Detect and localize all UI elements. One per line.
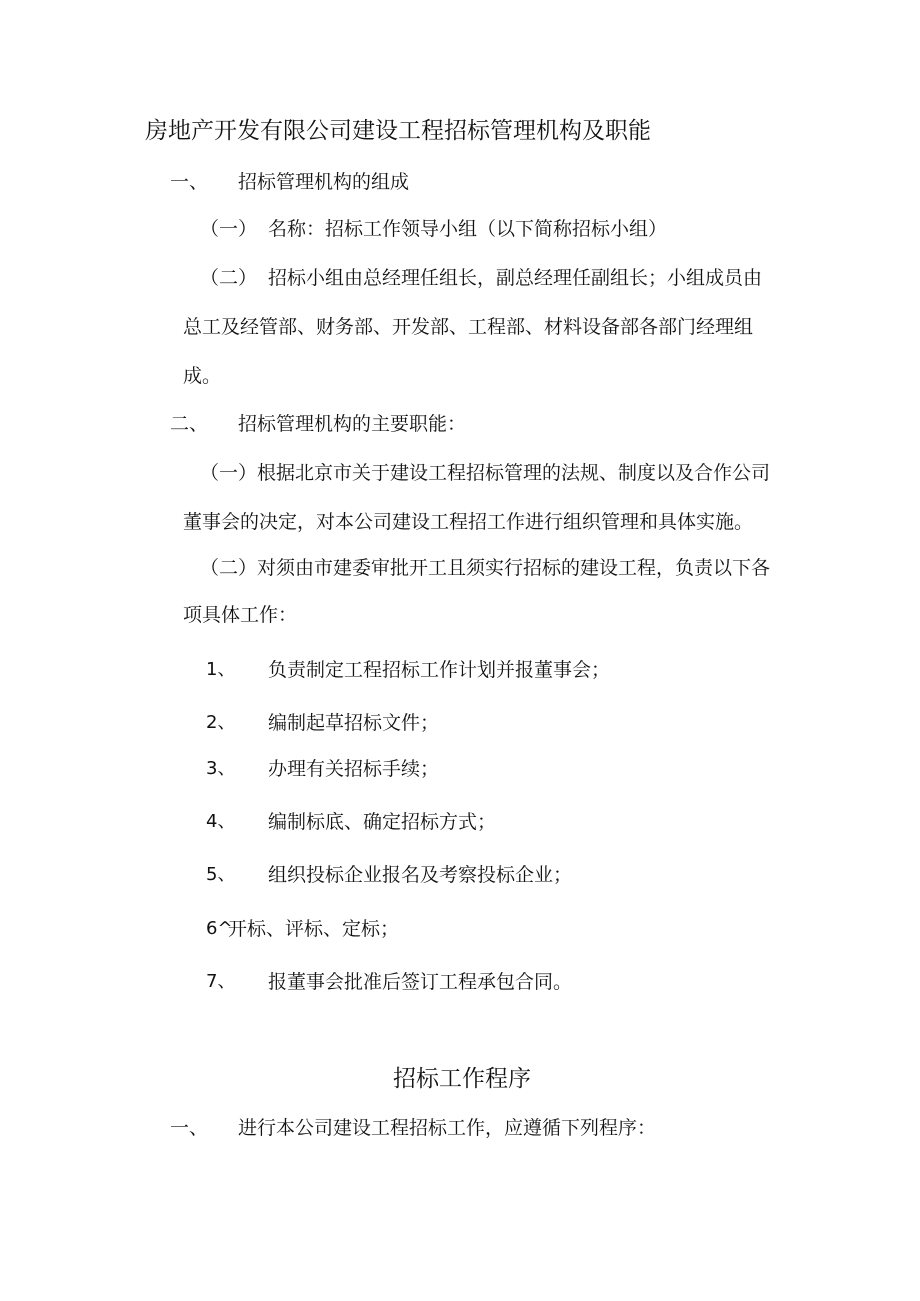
task-text: 组织投标企业报名及考察投标企业； <box>268 864 573 886</box>
task-number: 3、 <box>206 758 236 779</box>
section2-marker: 二、 <box>170 413 209 435</box>
section2-para1-line2: 董事会的决定，对本公司建设工程招工作进行组织管理和具体实施。 <box>183 511 754 533</box>
task-text: 编制标底、确定招标方式； <box>268 811 497 833</box>
task-text: 编制起草招标文件； <box>268 712 440 734</box>
section2-para2-line2: 项具体工作： <box>183 604 298 626</box>
task-text: 开标、评标、定标； <box>228 918 400 940</box>
section2-para1-line1: （一）根据北京市关于建设工程招标管理的法规、制度以及合作公司 <box>200 462 771 484</box>
task-text: 报董事会批准后签订工程承包合同。 <box>268 971 573 993</box>
section1-item1-text: 名称：招标工作领导小组（以下简称招标小组） <box>268 218 668 240</box>
section1-item2-line1: 招标小组由总经理任组长，副总经理任副组长；小组成员由 <box>268 267 763 289</box>
section1-item1-marker: （一） <box>200 218 258 240</box>
section1-item2-line2: 总工及经管部、财务部、开发部、工程部、材料设备部各部门经理组 <box>183 316 754 338</box>
task-number: 7、 <box>206 971 236 992</box>
task-number: 5、 <box>206 864 236 885</box>
task-text: 办理有关招标手续； <box>268 758 440 780</box>
task-text: 负责制定工程招标工作计划并报董事会； <box>268 659 611 681</box>
task-number: 2、 <box>206 712 236 733</box>
document-title: 房地产开发有限公司建设工程招标管理机构及职能 <box>145 118 651 144</box>
section1-item2-line3: 成。 <box>183 365 222 387</box>
section1-heading: 招标管理机构的组成 <box>238 171 410 193</box>
task-number: 4、 <box>206 811 236 832</box>
section2-para2-line1: （二）对须由市建委审批开工且须实行招标的建设工程，负责以下各 <box>200 557 771 579</box>
section1-item2-marker: （二） <box>200 267 258 289</box>
procedure-text: 进行本公司建设工程招标工作，应遵循下列程序： <box>238 1117 657 1139</box>
task-number: 1、 <box>206 659 236 680</box>
section1-marker: 一、 <box>170 171 209 193</box>
procedure-marker: 一、 <box>170 1117 209 1139</box>
procedure-title: 招标工作程序 <box>393 1066 531 1092</box>
section2-heading: 招标管理机构的主要职能： <box>238 413 467 435</box>
task-number: 6^ <box>206 918 233 939</box>
